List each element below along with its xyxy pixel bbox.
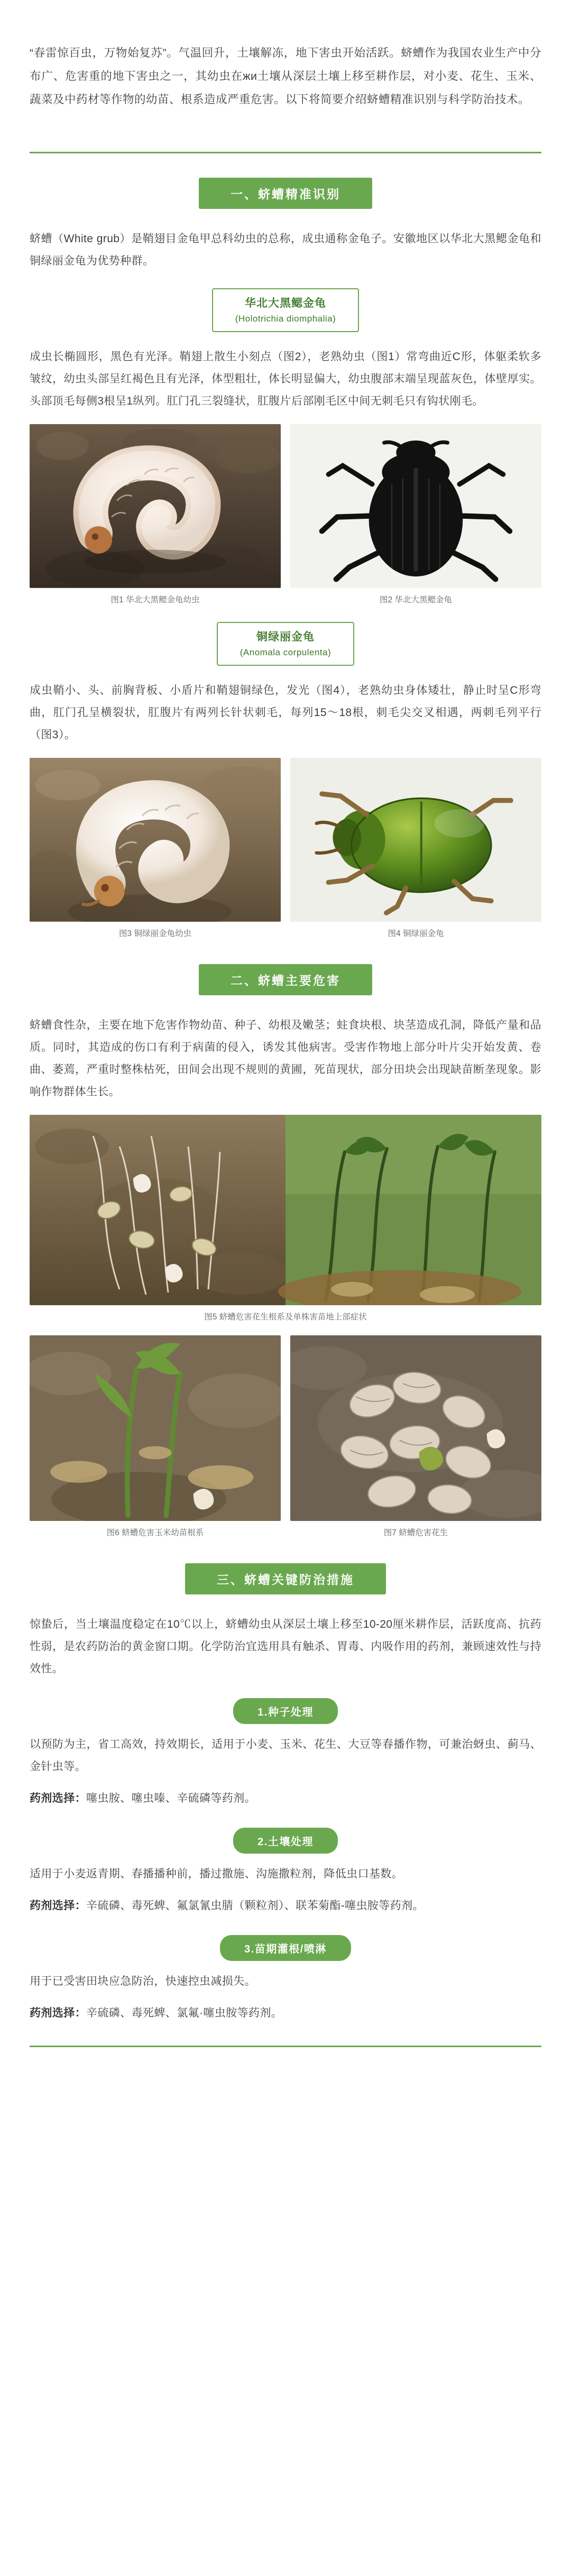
figure-2-image <box>290 424 541 588</box>
figure-4-image <box>290 758 541 922</box>
intro-section <box>0 0 571 138</box>
section-2-paragraph: 蛴螬食性杂，主要在地下危害作物幼苗、种子、幼根及嫩茎；蛀食块根、块茎造成孔洞，降低产量和品质。同时，其造成的伤口有利于病菌的侵入，诱发其他病害。受害作物地上部分叶片尖开始发黄、卷曲、萎蔫，严重时整株枯死，田间会出现不规则的黄圃，死苗现状，部分田块会出现缺苗断垄现象。影响作物群体生长。 <box>30 1019 541 1098</box>
figure-6-caption: 图6 蛴螬危害玉米幼苗根系 <box>106 1528 204 1537</box>
species-2-namebox <box>30 622 541 666</box>
subsection-2-text: 适用于小麦返青期、春播播种前，播过撒施、沟施撒粒剂，降低虫口基数。 <box>30 1867 403 1880</box>
section-3-body <box>0 1600 571 1680</box>
figure-1 <box>30 424 281 606</box>
species-2-latin-name: (Anomala corpulenta) <box>240 647 331 657</box>
figure-2-caption: 图2 华北大黑鳃金龟 <box>380 595 452 604</box>
subsection-3-drug-label: 药剂选择： <box>30 2006 86 2019</box>
figure-7-caption: 图7 蛴螬危害花生 <box>383 1528 448 1537</box>
figure-3-caption: 图3 铜绿丽金龟幼虫 <box>119 929 191 938</box>
figure-row-2 <box>30 758 541 940</box>
figure-6 <box>30 1335 281 1539</box>
section-3-header <box>0 1563 571 1594</box>
figure-2 <box>290 424 541 606</box>
section-2-body <box>0 1001 571 1539</box>
intro-divider <box>30 152 541 153</box>
species-1-namebox <box>30 288 541 332</box>
subsection-2-drug-text: 辛硫磷、毒死蜱、氟氯氰虫腈（颗粒剂）、联苯菊酯-噻虫胺等药剂。 <box>86 1899 424 1912</box>
figure-3-image <box>30 758 281 922</box>
subsection-1-header <box>0 1698 571 1724</box>
subsection-2-header <box>0 1828 571 1854</box>
figure-row-3 <box>30 1335 541 1539</box>
species-1-cn-name: 华北大黑鳃金龟 <box>244 297 326 310</box>
subsection-1-drug-line <box>30 1787 541 1810</box>
figure-5-image <box>30 1115 541 1305</box>
species-1-latin-name: (Holotrichia diomphalia) <box>235 313 336 324</box>
figure-row-1 <box>30 424 541 606</box>
section-1-header <box>0 178 571 209</box>
section-2-header <box>0 964 571 995</box>
figure-7-image <box>290 1335 541 1521</box>
subsection-3-drug-text: 辛硫磷、毒死蜱、氯氟·噻虫胺等药剂。 <box>86 2006 283 2019</box>
subsection-3-header <box>0 1935 571 1961</box>
subsection-2-drug-line <box>30 1895 541 1917</box>
subsection-2-body <box>0 1856 571 1917</box>
figure-5 <box>30 1115 541 1323</box>
section-1-title: 一、蛴螬精准识别 <box>199 178 372 209</box>
figure-7 <box>290 1335 541 1539</box>
species-2-cn-name: 铜绿丽金龟 <box>256 631 315 644</box>
subsection-3-body <box>0 1963 571 2024</box>
figure-1-image <box>30 424 281 588</box>
subsection-2-drug-label: 药剂选择： <box>30 1899 86 1912</box>
species-2-description: 成虫鞘小、头、前胸背板、小盾片和鞘翅铜绿色，发光（图4），老熟幼虫身体矮壮，静止时呈C形弯曲，肛门孔呈横裂状，肛腹片有两列长针状刺毛，每列15～18根，刺毛尖交叉相遇，两刺毛列平行（图3）。 <box>30 684 541 741</box>
section-3-paragraph: 惊蛰后，当土壤温度稳定在10℃以上，蛴螬幼虫从深层土壤上移至10-20厘米耕作层，活跃度高、抗药性弱，是农药防治的黄金窗口期。化学防治宜选用具有触杀、胃毒、内吸作用的药剂，兼顾速效性与持效性。 <box>30 1618 541 1675</box>
subsection-2-title: 2.土壤处理 <box>233 1828 338 1854</box>
intro-paragraph: “春雷惊百虫，万物始复苏”。气温回升，土壤解冻，地下害虫开始活跃。蛴螬作为我国农业生产中分布广、危害重的地下害虫之一，其幼虫在жи土壤从深层土壤上移至耕作层，对小麦、花生、玉米、蔬菜及中药材等作物的幼苗、根系造成严重危害。以下将简要介绍蛴螬精准识别与科学防治技术。 <box>30 46 541 106</box>
subsection-3-text: 用于已受害田块应急防治，快速控虫减损失。 <box>30 1975 256 1987</box>
section-1-paragraph: 蛴螬（White grub）是鞘翅目金龟甲总科幼虫的总称，成虫通称金龟子。安徽地区以华北大黑鳃金龟和铜绿丽金龟为优势种群。 <box>30 233 541 268</box>
section-3-title: 三、蛴螬关键防治措施 <box>185 1563 386 1594</box>
figure-4 <box>290 758 541 940</box>
figure-4-caption: 图4 铜绿丽金龟 <box>388 929 444 938</box>
subsection-1-body <box>0 1726 571 1810</box>
figure-1-caption: 图1 华北大黑鳃金龟幼虫 <box>110 595 200 604</box>
subsection-3-drug-line <box>30 2002 541 2024</box>
figure-3 <box>30 758 281 940</box>
section-1-body <box>0 214 571 940</box>
bottom-divider <box>30 2046 541 2047</box>
subsection-1-drug-label: 药剂选择： <box>30 1792 86 1804</box>
subsection-1-drug-text: 噻虫胺、噻虫嗪、辛硫磷等药剂。 <box>86 1792 256 1804</box>
subsection-1-text: 以预防为主，省工高效，持效期长，适用于小麦、玉米、花生、大豆等春播作物，可兼治蚜虫、蓟马、金针虫等。 <box>30 1738 541 1773</box>
section-2-title: 二、蛴螬主要危害 <box>199 964 372 995</box>
subsection-1-title: 1.种子处理 <box>233 1698 338 1724</box>
figure-6-image <box>30 1335 281 1521</box>
species-1-description: 成虫长椭圆形，黑色有光泽。鞘翅上散生小刻点（图2），老熟幼虫（图1）常弯曲近C形，体躯柔软多皱纹，幼虫头部呈红褐色且有光泽，体型粗壮，体长明显偏大，幼虫腹部末端呈现蓝灰色，体壁厚实。头部顶毛每侧3根呈1纵列。肛门孔三裂缝状，肛腹片后部刚毛区中间无刺毛只有钩状刚毛。 <box>30 351 541 408</box>
figure-5-caption: 图5 蛴螬危害花生根系及单株害苗地上部症状 <box>204 1313 367 1322</box>
subsection-3-title: 3.苗期灌根/喷淋 <box>220 1935 351 1961</box>
